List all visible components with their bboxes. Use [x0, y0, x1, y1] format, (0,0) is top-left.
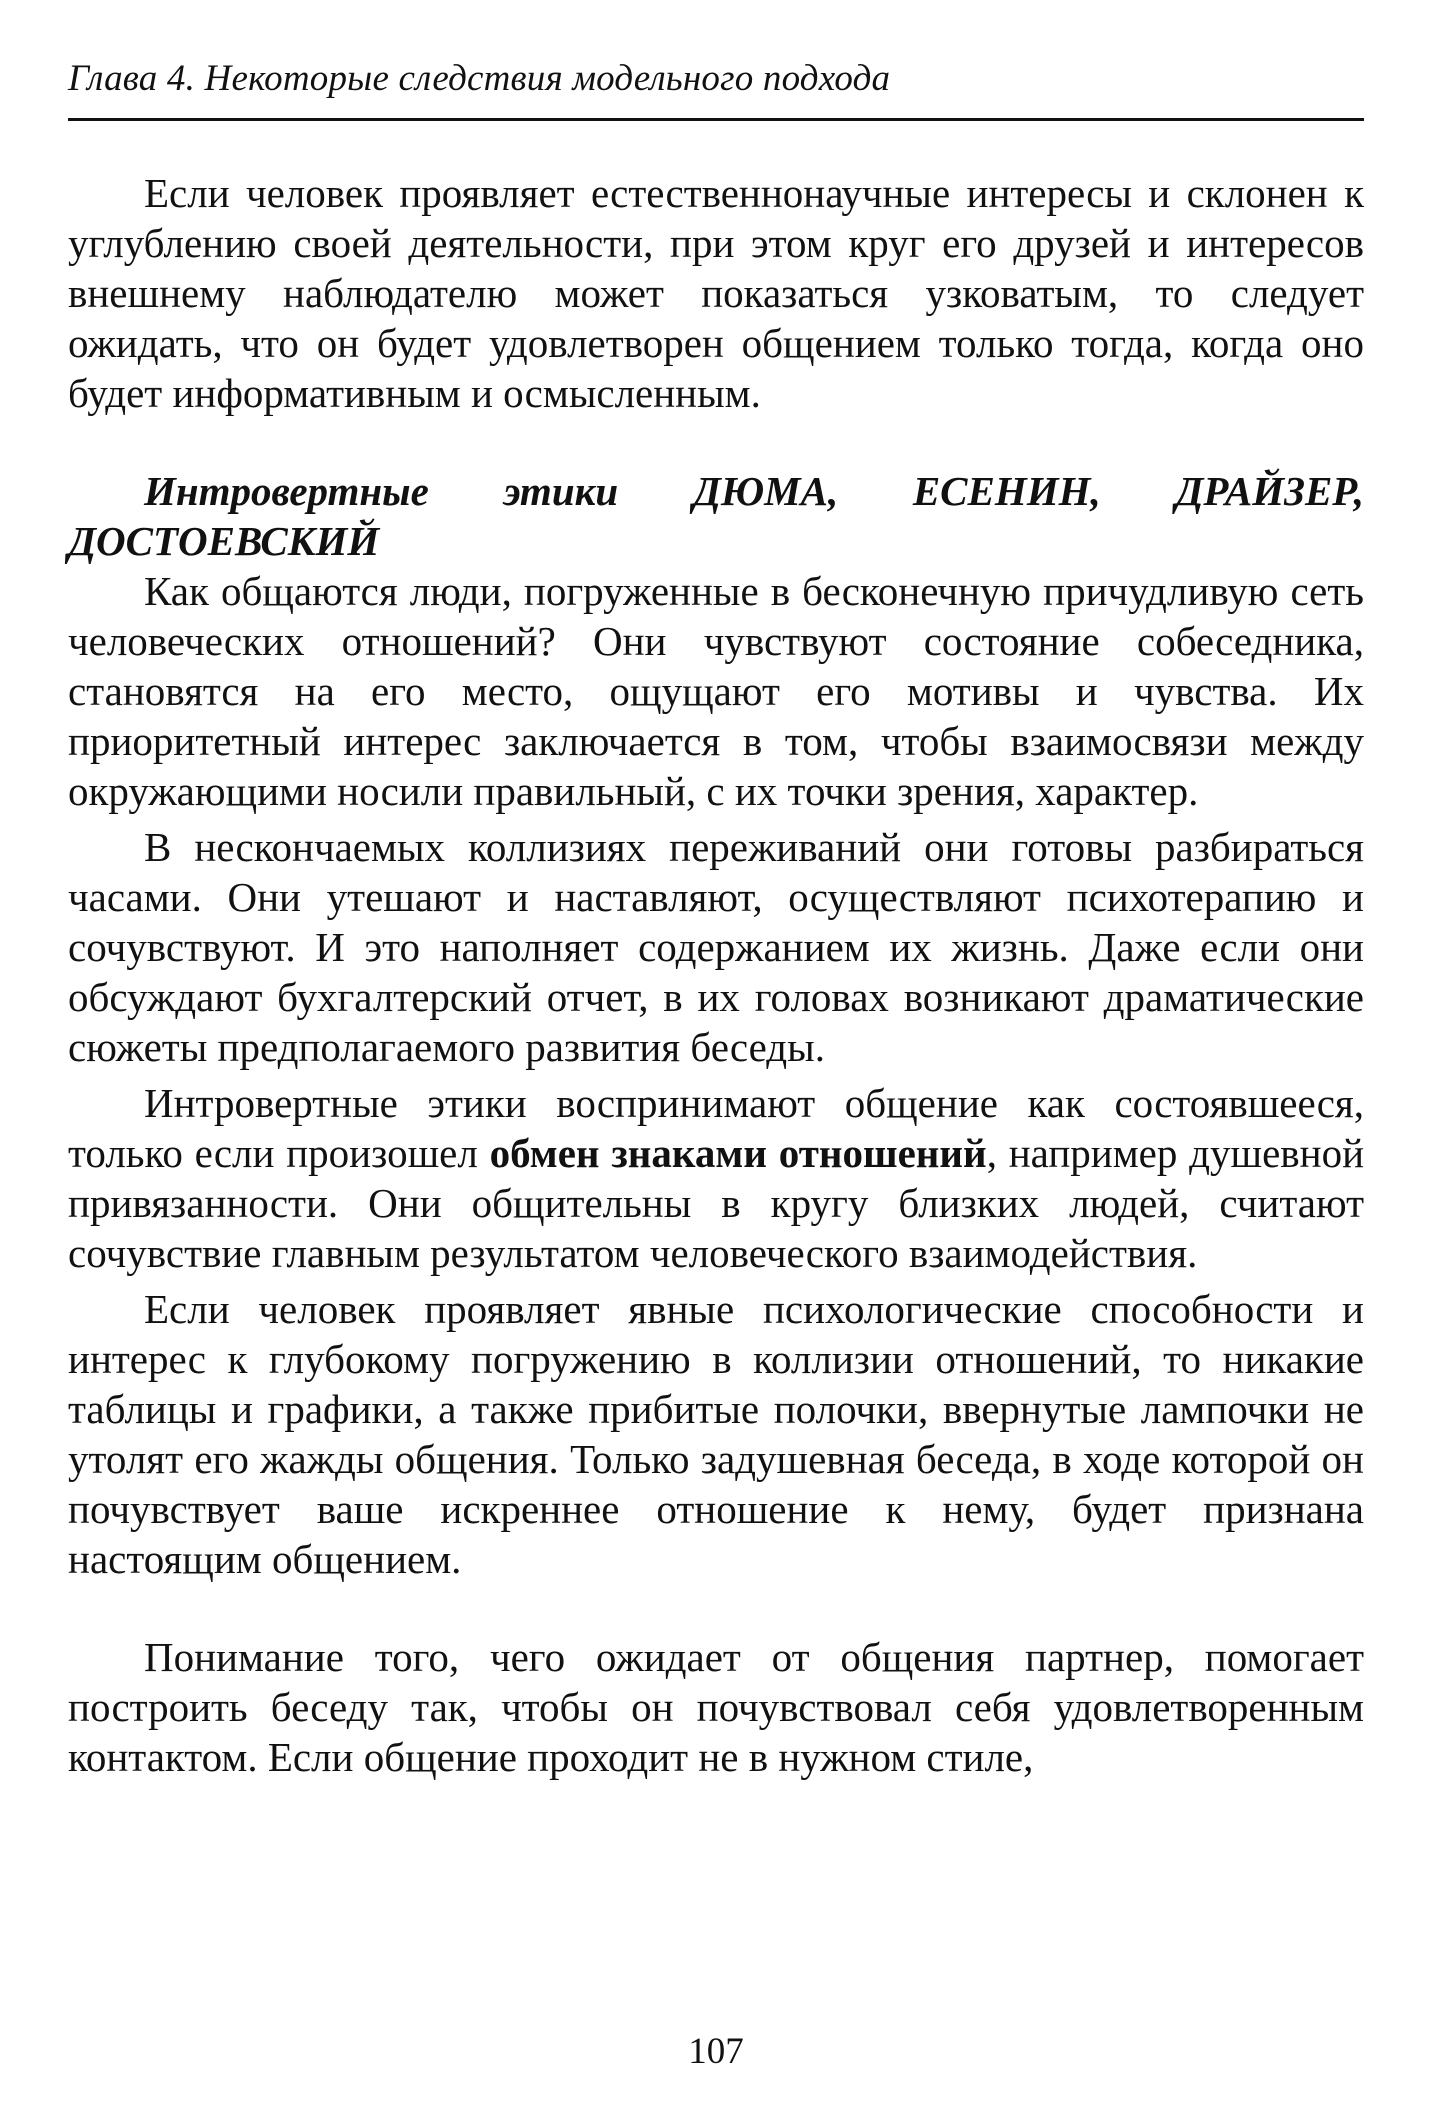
paragraph-understanding-partner: Понимание того, чего ожидает от общения партнер, помогает построить беседу так, чтобы он почувствовал себя удовлетворенным контактом. Если общение проходит не в нужном стиле,: [68, 1634, 1364, 1780]
book-page: [68, 0, 1364, 2111]
paragraph-text-end: , например душевной привязанности. Они общительны в кругу близких людей, считают сочувствие главным результатом человеческого взаимодействия.: [68, 1130, 1365, 1276]
section-heading: Интровертные этики ДЮМА, ЕСЕНИН, ДРАЙЗЕР, ДОСТОЕВСКИЙ: [68, 468, 1364, 564]
running-header: Глава 4. Некоторые следствия модельного подхода: [68, 58, 891, 99]
header-rule: [68, 118, 1364, 121]
page-number: 107: [688, 2031, 744, 2072]
paragraph-how-ethics-communicate: Как общаются люди, погруженные в бесконечную причудливую сеть человеческих отношений? Они чувствуют состояние собеседника, становятся на его место, ощущают его мотивы и чувства. Их приоритетный интерес заключается в том, чтобы взаимосвязи между окружающими носили правильный, с их точки зрения, характер.: [68, 568, 1364, 814]
paragraph-endless-collisions: В нескончаемых коллизиях переживаний они готовы разбираться часами. Они утешают и наставляют, осуществляют психотерапию и сочувствуют. И это наполняет содержанием их жизнь. Даже если они обсуждают бухгалтерский отчет, в их головах возникают драматические сюжеты предполагаемого развития беседы.: [68, 824, 1364, 1070]
paragraph-natural-science-interests: Если человек проявляет естественнонаучные интересы и склонен к углублению своей деятельности, при этом круг его друзей и интересов внешнему наблюдателю может показаться узковатым, то следует ожидать, что он будет удовлетворен общением только тогда, когда оно будет информативным и осмысленным.: [68, 170, 1364, 416]
paragraph-psychological-abilities: Если человек проявляет явные психологические способности и интерес к глубокому погружению в коллизии отношений, то никакие таблицы и графики, а также прибитые полочки, ввернутые лампочки не утолят его жажды общения. Только задушевная беседа, в ходе которой он почувствует ваше искреннее отношение к нему, будет признана настоящим общением.: [68, 1286, 1364, 1582]
body-text: [68, 168, 1364, 1782]
paragraph-text-start: Интровертные этики воспринимают общение как состоявшееся, только если произошел: [68, 1080, 1364, 1176]
bold-term: обмен знаками отношений: [489, 1130, 987, 1176]
paragraph-exchange-of-signs: [68, 1078, 1364, 1278]
